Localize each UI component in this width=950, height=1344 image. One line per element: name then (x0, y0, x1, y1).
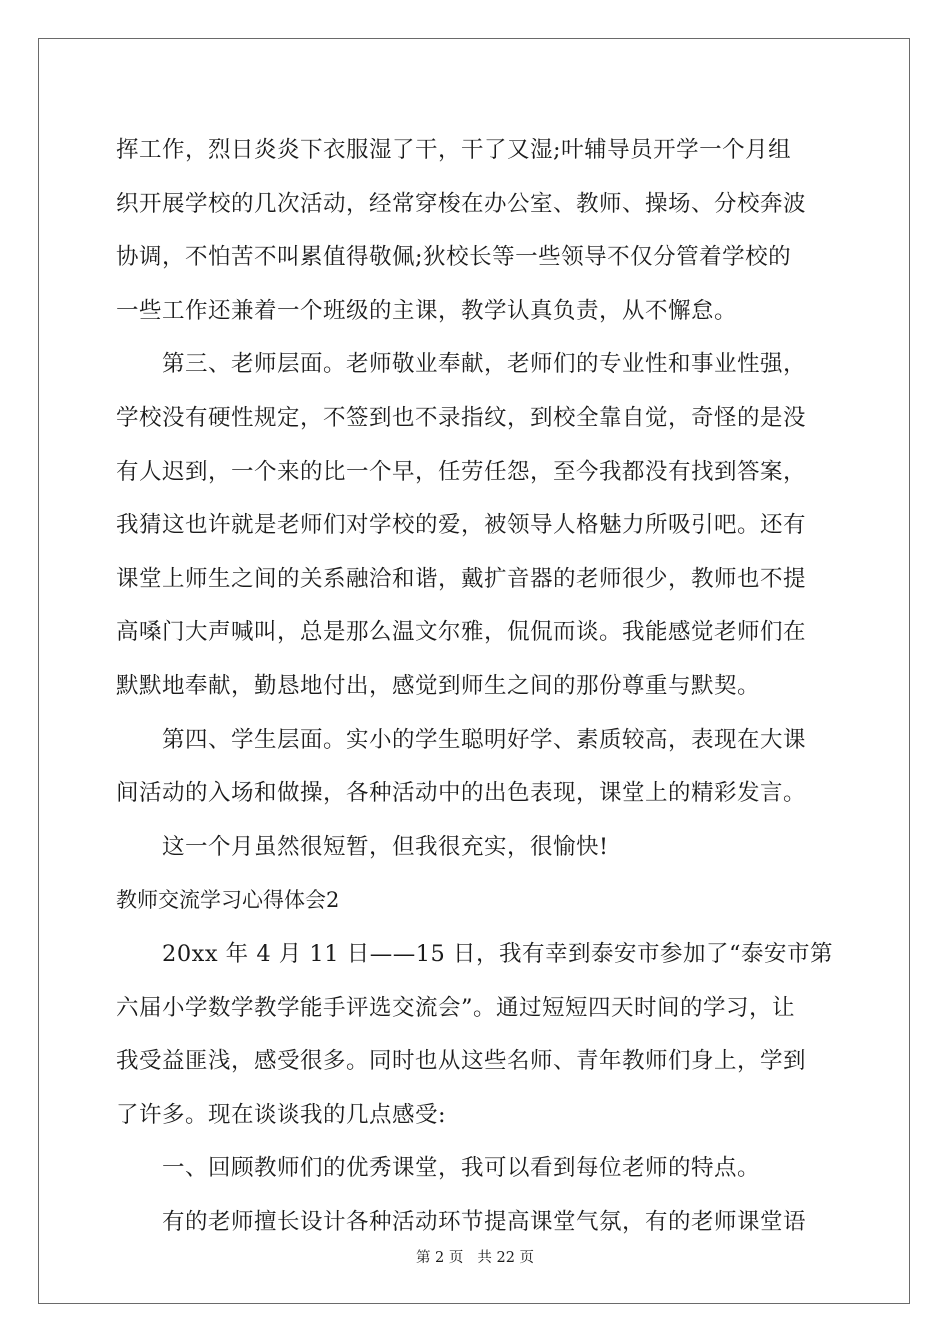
text-line: 一、回顾教师们的优秀课堂，我可以看到每位老师的特点。 (162, 1155, 761, 1182)
text-line: 第三、老师层面。老师敬业奉献，老师们的专业性和事业性强， (162, 351, 807, 378)
text-line: 协调，不怕苦不叫累值得敬佩;狄校长等一些领导不仅分管着学校的 (116, 244, 792, 271)
text-line: 了许多。现在谈谈我的几点感受: (116, 1101, 447, 1128)
text-line: 有的老师擅长设计各种活动环节提高课堂气氛，有的老师课堂语 (162, 1208, 807, 1235)
section-heading: 教师交流学习心得体会2 (116, 888, 340, 913)
text-line: 学校没有硬性规定，不签到也不录指纹，到校全靠自觉，奇怪的是没 (116, 404, 807, 431)
text-line: 挥工作，烈日炎炎下衣服湿了干，干了又湿;叶辅导员开学一个月组 (116, 137, 792, 163)
page-number: 第 2 页 (415, 1250, 464, 1266)
text-line: 六届小学数学教学能手评选交流会”。通过短短四天时间的学习，让 (116, 994, 796, 1021)
document-body (116, 124, 834, 1249)
text-line: 我受益匪浅，感受很多。同时也从这些名师、青年教师们身上，学到 (116, 1048, 807, 1075)
text-line: 一些工作还兼着一个班级的主课，教学认真负责，从不懈怠。 (116, 297, 738, 324)
text-line: 20xx 年 4 月 11 日——15 日，我有幸到泰安市参加了“泰安市第 (162, 940, 834, 967)
text-line: 我猜这也许就是老师们对学校的爱，被领导人格魅力所吸引吧。还有 (116, 512, 807, 539)
text-line: 高嗓门大声喊叫，总是那么温文尔雅，侃侃而谈。我能感觉老师们在 (116, 619, 807, 646)
text-line: 课堂上师生之间的关系融洽和谐，戴扩音器的老师很少，教师也不提 (116, 565, 807, 592)
text-line: 有人迟到，一个来的比一个早，任劳任怨，至今我都没有找到答案， (116, 458, 807, 485)
text-line: 第四、学生层面。实小的学生聪明好学、素质较高，表现在大课 (162, 726, 807, 753)
text-line: 织开展学校的几次活动，经常穿梭在办公室、教师、操场、分校奔波 (116, 190, 807, 217)
text-line: 间活动的入场和做操，各种活动中的出色表现，课堂上的精彩发言。 (116, 780, 807, 807)
text-line: 这一个月虽然很短暂，但我很充实，很愉快! (162, 833, 609, 860)
page-total: 共 22 页 (477, 1250, 535, 1266)
text-line: 默默地奉献，勤恳地付出，感觉到师生之间的那份尊重与默契。 (116, 672, 761, 699)
page-footer (0, 1246, 950, 1267)
